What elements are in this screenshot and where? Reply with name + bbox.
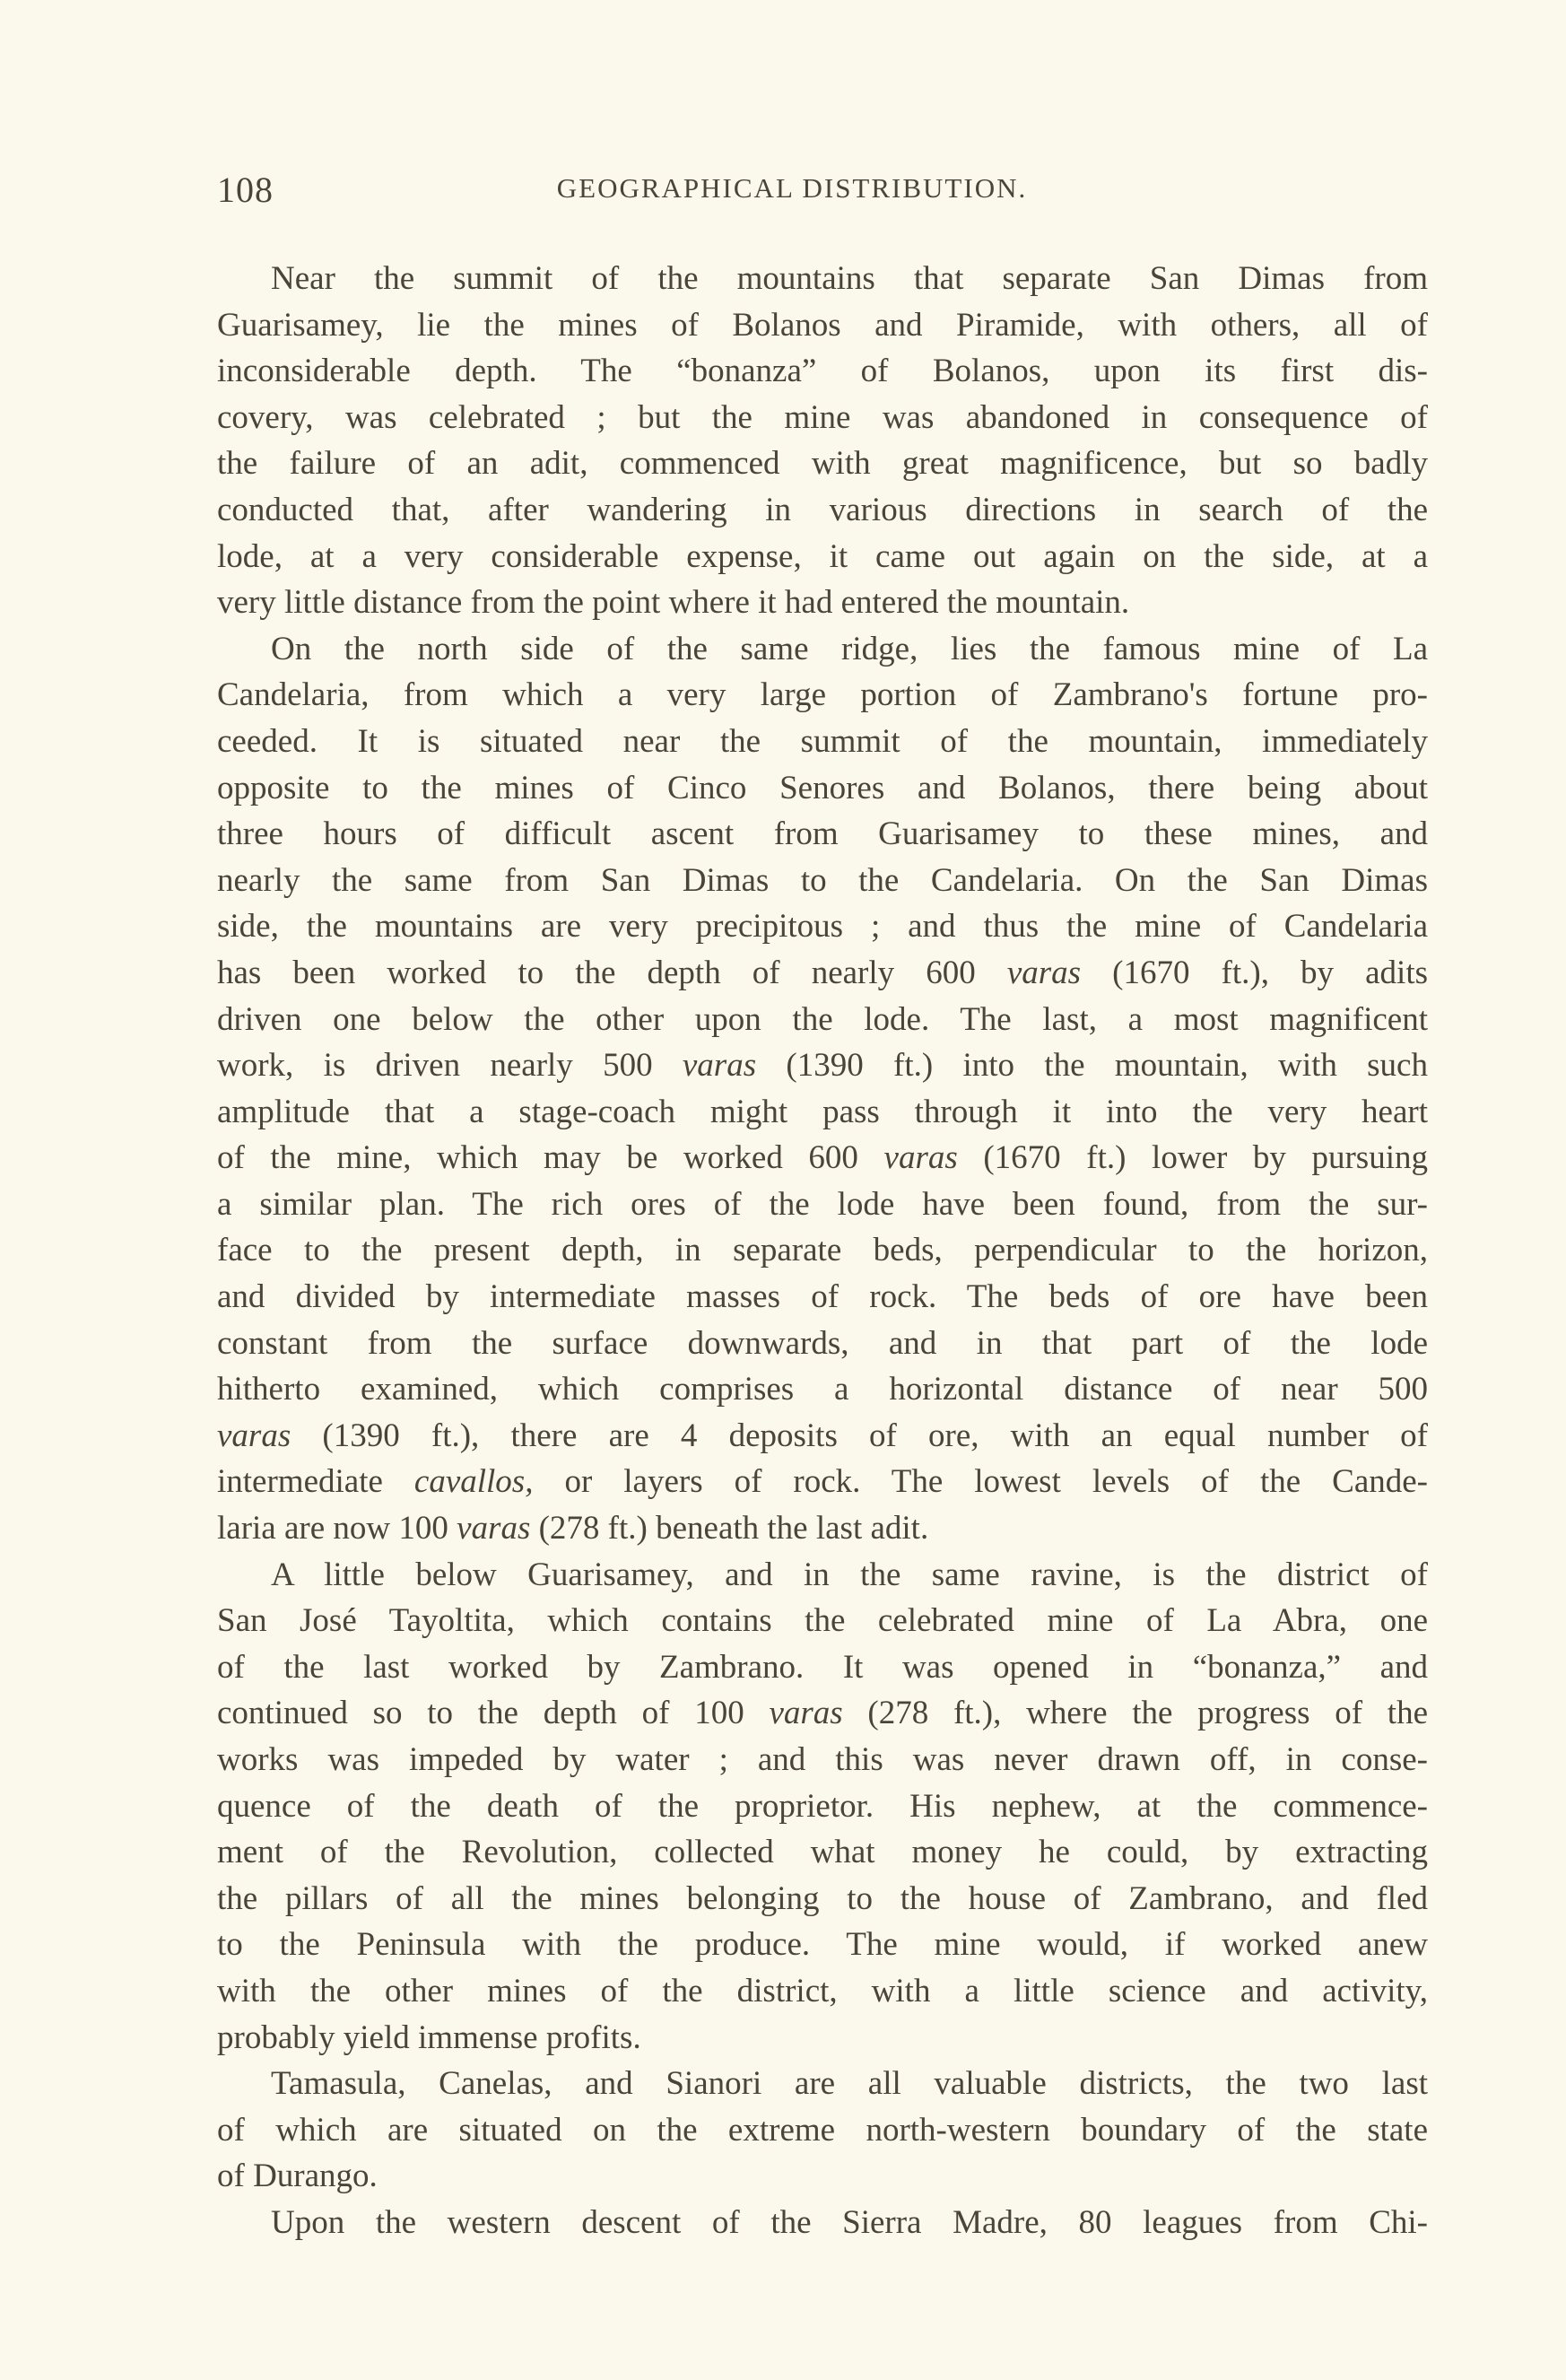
text-run: San José Tayoltita, which contains the celebrated mine of La Abra, one (217, 1602, 1428, 1640)
paragraph (217, 2200, 1428, 2246)
text-run: (1390 ft.), there are 4 deposits of ore, with an equal number of (291, 1417, 1428, 1454)
text-run: Upon the western descent of the Sierra Madre, 80 leagues from Chi- (271, 2203, 1428, 2241)
text-line (217, 1737, 1428, 1783)
text-line (217, 672, 1428, 719)
text-line (217, 1227, 1428, 1274)
text-line (217, 2153, 1428, 2200)
text-run: of the last worked by Zambrano. It was opened in “bonanza,” and (217, 1648, 1428, 1686)
text-run: amplitude that a stage-coach might pass through it into the very heart (217, 1093, 1428, 1130)
text-line (217, 1274, 1428, 1321)
text-line (217, 256, 1428, 302)
text-run: of the mine, which may be worked 600 (217, 1139, 884, 1177)
text-line (217, 1505, 1428, 1552)
text-line (217, 1876, 1428, 1922)
text-line (217, 950, 1428, 997)
text-run: conducted that, after wandering in various directions in search of the (217, 491, 1428, 528)
text-line (217, 2015, 1428, 2062)
text-line (217, 1598, 1428, 1644)
text-line (217, 487, 1428, 534)
text-run: works was impeded by water ; and this was never drawn off, in conse- (217, 1741, 1428, 1778)
text-run: very little distance from the point where it had entered the mountain. (217, 584, 1130, 622)
text-run: of which are situated on the extreme north-western boundary of the state (217, 2111, 1428, 2149)
text-run: Guarisamey, lie the mines of Bolanos and Piramide, with others, all of (217, 306, 1428, 344)
text-run: (278 ft.), where the progress of the (842, 1695, 1429, 1732)
italic-term: cavallos, (413, 1463, 534, 1501)
italic-term: varas (769, 1695, 843, 1732)
text-run: nearly the same from San Dimas to the Candelaria. On the San Dimas (217, 861, 1428, 899)
paragraph (217, 1552, 1428, 2062)
text-run: side, the mountains are very precipitous ; and thus the mine of Candelaria (217, 908, 1428, 946)
text-run: (1670 ft.) lower by pursuing (957, 1139, 1428, 1177)
text-run: ceeded. It is situated near the summit of the mountain, immediately (217, 722, 1428, 760)
text-line (217, 719, 1428, 765)
text-line (217, 903, 1428, 950)
text-line (217, 348, 1428, 395)
text-run: quence of the death of the proprietor. His nephew, at the commence- (217, 1787, 1428, 1825)
italic-term: varas (457, 1510, 531, 1547)
text-line (217, 534, 1428, 580)
text-line (217, 440, 1428, 487)
text-line (217, 2061, 1428, 2107)
text-run: Candelaria, from which a very large portion of Zambrano's fortune pro- (217, 676, 1428, 714)
text-run: A little below Guarisamey, and in the same ravine, is the district of (271, 1556, 1428, 1593)
text-run: laria are now 100 (217, 1510, 457, 1547)
text-run: opposite to the mines of Cinco Senores and Bolanos, there being about (217, 769, 1428, 806)
text-line (217, 811, 1428, 858)
text-line (217, 1181, 1428, 1228)
text-run: Tamasula, Canelas, and Sianori are all valuable districts, the two last (271, 2065, 1428, 2103)
italic-term: varas (682, 1047, 757, 1085)
text-line (217, 1922, 1428, 1968)
text-line (217, 1783, 1428, 1830)
text-run: inconsiderable depth. The “bonanza” of Bolanos, upon its first dis- (217, 353, 1428, 390)
page-number: 108 (217, 170, 274, 210)
paragraph (217, 626, 1428, 1552)
text-line (217, 395, 1428, 441)
text-line (217, 997, 1428, 1043)
text-line (217, 1135, 1428, 1181)
text-run: constant from the surface downwards, and in that part of the lode (217, 1324, 1428, 1362)
text-run: or layers of rock. The lowest levels of the Cande- (533, 1463, 1428, 1501)
text-line (217, 2107, 1428, 2154)
italic-term: varas (883, 1139, 958, 1177)
text-run: probably yield immense profits. (217, 2018, 641, 2056)
text-run: face to the present depth, in separate beds, perpendicular to the horizon, (217, 1232, 1428, 1269)
text-run: the failure of an adit, commenced with great magnificence, but so badly (217, 445, 1428, 483)
text-run: ment of the Revolution, collected what money he could, by extracting (217, 1834, 1428, 1871)
text-line (217, 1459, 1428, 1505)
text-run: three hours of difficult ascent from Guarisamey to these mines, and (217, 815, 1428, 853)
text-line (217, 302, 1428, 349)
text-line (217, 1089, 1428, 1136)
text-run: to the Peninsula with the produce. The mine would, if worked anew (217, 1926, 1428, 1964)
text-line (217, 1366, 1428, 1413)
text-line (217, 1690, 1428, 1737)
text-run: work, is driven nearly 500 (217, 1047, 683, 1085)
text-run: hitherto examined, which comprises a horizontal distance of near 500 (217, 1371, 1428, 1408)
text-run: continued so to the depth of 100 (217, 1695, 770, 1732)
running-head: GEOGRAPHICAL DISTRIBUTION. (556, 172, 1028, 204)
text-run: (1390 ft.) into the mountain, with such (756, 1047, 1428, 1085)
text-line (217, 1321, 1428, 1367)
text-run: intermediate (217, 1463, 414, 1501)
text-run: covery, was celebrated ; but the mine was abandoned in consequence of (217, 398, 1428, 436)
text-run: driven one below the other upon the lode. The last, a most magnificent (217, 1000, 1428, 1038)
text-line (217, 626, 1428, 673)
text-run: and divided by intermediate masses of rock. The beds of ore have been (217, 1278, 1428, 1316)
text-run: of Durango. (217, 2158, 378, 2195)
text-line (217, 858, 1428, 904)
text-run: with the other mines of the district, with a little science and activity, (217, 1972, 1428, 2009)
body-text (217, 256, 1428, 2246)
text-line (217, 1829, 1428, 1876)
text-run: Near the summit of the mountains that separate San Dimas from (271, 260, 1428, 297)
text-line (217, 1042, 1428, 1089)
text-run: (1670 ft.), by adits (1081, 954, 1428, 991)
text-run: has been worked to the depth of nearly 600 (217, 954, 1007, 991)
paragraph (217, 2061, 1428, 2200)
text-line (217, 765, 1428, 812)
text-line (217, 1968, 1428, 2015)
text-run: lode, at a very considerable expense, it came out again on the side, at a (217, 537, 1428, 575)
text-line (217, 1644, 1428, 1691)
text-run: (278 ft.) beneath the last adit. (530, 1510, 929, 1547)
text-run: On the north side of the same ridge, lies the famous mine of La (271, 630, 1428, 667)
paragraph (217, 256, 1428, 626)
text-line (217, 1413, 1428, 1460)
text-run: a similar plan. The rich ores of the lode have been found, from the sur- (217, 1185, 1428, 1223)
text-line (217, 1552, 1428, 1599)
italic-term: varas (217, 1417, 291, 1454)
text-line (217, 580, 1428, 626)
italic-term: varas (1006, 954, 1082, 991)
text-line (217, 2200, 1428, 2246)
text-run: the pillars of all the mines belonging to the house of Zambrano, and fled (217, 1879, 1428, 1917)
